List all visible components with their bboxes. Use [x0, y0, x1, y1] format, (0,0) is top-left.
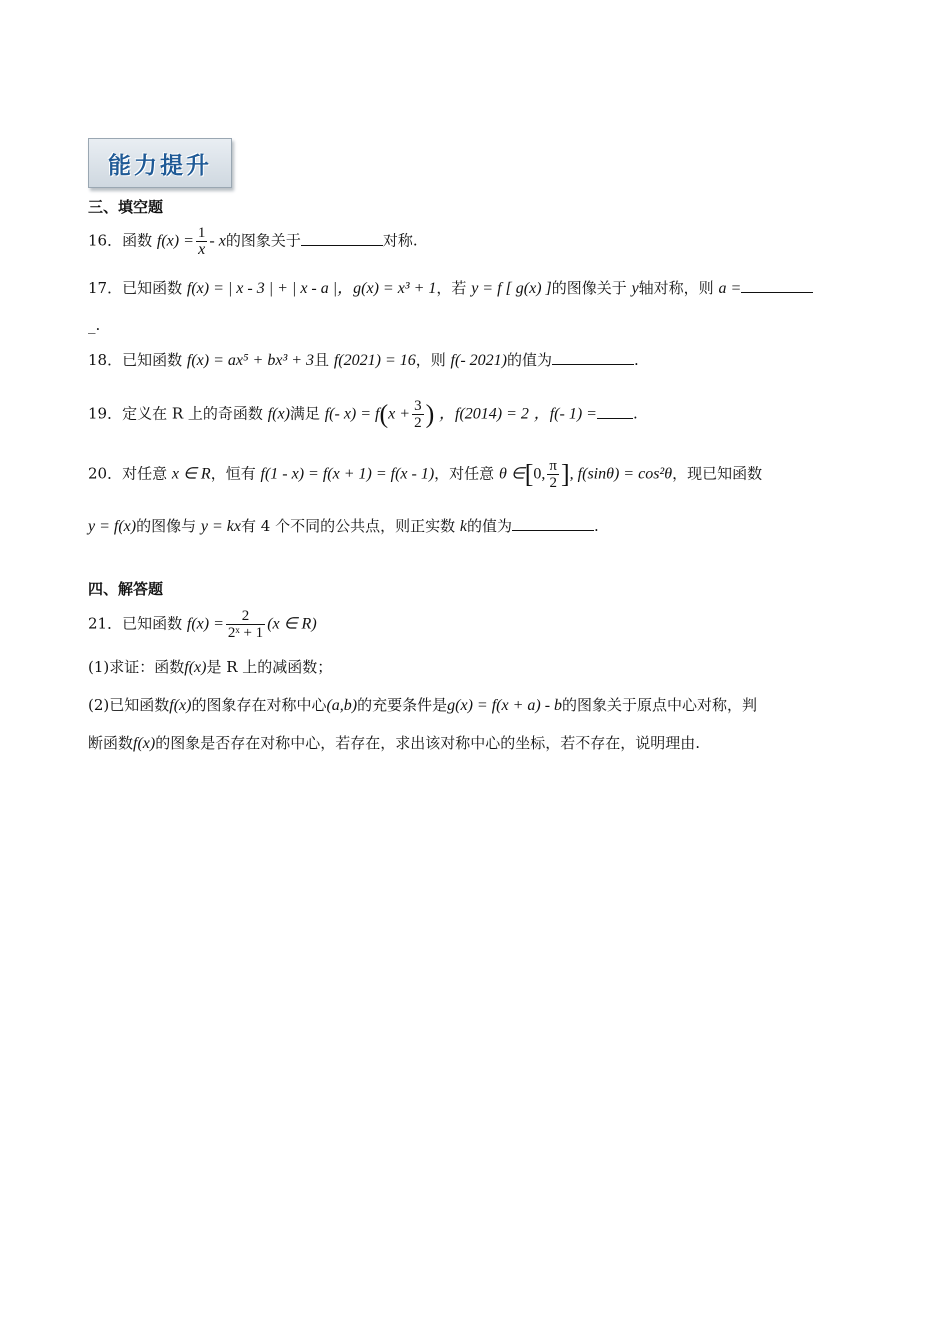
- q21-p3-fx: f(x): [133, 735, 156, 752]
- q19-fraction: [412, 398, 424, 431]
- q16-tail: - x: [209, 232, 226, 250]
- q16-prefix: 函数: [122, 231, 153, 250]
- q18-f: f(x) = ax⁵ + bx³ + 3: [186, 352, 315, 369]
- q19-arg: x +: [388, 405, 411, 423]
- q17-post: 的图像关于: [551, 279, 627, 297]
- q19-satisfies: 满足: [289, 404, 320, 423]
- question-19: 19．定义在 R 上的奇函数 f(x)满足 f(- x) = f(x + $\frac{3}{2}$ ) ，f(2014) = 2 ，f(- 1) = .: [88, 398, 638, 431]
- q17-post2: 轴对称，则: [638, 279, 714, 297]
- q17-number: 17．: [88, 279, 123, 297]
- q21-p1b: 是 R 上的减函数；: [206, 658, 333, 676]
- question-20: 20．对任意 x ∈ R，恒有 f(1 - x) = f(x + 1) = f(x - 1)，对任意 θ ∈[0, $\frac{\pi}{2}$ ], f(sinθ) = cos²θ，现已知函数: [88, 458, 763, 491]
- q18-condition: f(2021) = 16: [333, 352, 416, 369]
- q20-x-in-r: x ∈ R: [171, 465, 211, 483]
- q20-equation2: , f(sinθ) = cos²θ: [569, 465, 673, 483]
- q19-condition3: ，f(- 1) =: [533, 405, 597, 423]
- q21-part1: [88, 656, 332, 679]
- q20-theta: θ ∈: [498, 465, 525, 483]
- q20-frac-den: 2: [549, 475, 557, 491]
- q19-fx: f(x): [267, 405, 290, 423]
- q21-p2: (2)已知函数: [88, 696, 170, 714]
- q18-number: 18．: [88, 351, 123, 369]
- q21-number: 21．: [88, 614, 123, 633]
- q18-and: 且: [314, 351, 330, 369]
- q17-a: a =: [718, 280, 742, 297]
- q20-k: k: [459, 518, 467, 535]
- q17-continuation: _.: [88, 316, 101, 334]
- q19-number: 19．: [88, 404, 123, 423]
- q17-answer-blank: [741, 276, 813, 293]
- question-18: [88, 348, 639, 372]
- q20-equation: f(1 - x) = f(x + 1) = f(x - 1): [260, 465, 435, 483]
- q21-p3: 断函数: [88, 734, 134, 752]
- q21-fraction: [226, 608, 265, 641]
- q21-fx: f(x) =: [186, 615, 224, 633]
- q21-domain: (x ∈ R): [267, 615, 317, 633]
- q21-frac-num: 2: [226, 608, 265, 625]
- q21-p2-ab: (a,b): [326, 697, 358, 714]
- q16-frac-den: x: [198, 241, 206, 258]
- q21-p2-fx: f(x): [169, 697, 192, 714]
- q21-part2: [88, 694, 757, 717]
- q20-l2c: 的值为: [467, 517, 513, 535]
- q16-fraction: [196, 225, 208, 258]
- q21-p3b: 的图象是否存在对称中心，若存在，求出该对称中心的坐标，若不存在，说明理由.: [155, 734, 700, 752]
- q16-post: 的图象关于: [225, 231, 301, 250]
- q21-p2c: 的充要条件是: [357, 696, 448, 714]
- q16-end: 对称.: [382, 231, 418, 250]
- q20-prefix: 对任意: [122, 464, 168, 483]
- q20-frac-num: π: [549, 458, 557, 474]
- q21-p2b: 的图象存在对称中心: [191, 696, 327, 714]
- q17-y-axis: y: [631, 280, 639, 297]
- q19-prefix: 定义在 R 上的奇函数: [122, 404, 263, 423]
- q18-post: 的值为: [506, 351, 552, 369]
- q20-answer-blank: [512, 514, 594, 531]
- q20-end: .: [594, 517, 599, 535]
- q20-number: 20．: [88, 464, 123, 483]
- q19-equation: f(- x) = f: [324, 405, 380, 423]
- badge-title: 能力提升: [108, 152, 212, 179]
- q18-query: f(- 2021): [450, 352, 507, 369]
- q20-y-fx: y = f(x): [88, 518, 137, 535]
- question-20-line2: [88, 514, 599, 538]
- q20-fraction: [547, 458, 559, 491]
- q19-answer-blank: [597, 409, 633, 419]
- question-21: [88, 608, 317, 641]
- q17-g: ，g(x) = x³ + 1: [337, 280, 437, 297]
- q17-y: y = f [ g(x) ]: [471, 280, 552, 297]
- q20-kx: y = kx: [200, 518, 242, 535]
- q16-fx: f(x) =: [156, 232, 194, 250]
- q20-c3: ，现已知函数: [672, 464, 763, 483]
- q20-c2: ，对任意: [434, 464, 495, 483]
- q20-c1: ，恒有: [210, 464, 256, 483]
- section-answer-title: 四、解答题: [88, 580, 164, 598]
- question-16: [88, 225, 418, 258]
- q17-prefix: 已知函数: [122, 279, 183, 297]
- q20-l2b: 有 4 个不同的公共点，则正实数: [241, 517, 456, 535]
- q21-part2-line2: [88, 732, 700, 755]
- section-fill-in-title: 三、填空题: [88, 198, 164, 216]
- q18-then: ，则: [415, 351, 446, 369]
- q19-end: .: [632, 404, 638, 423]
- q19-frac-den: 2: [414, 415, 422, 431]
- q19-condition2: ，f(2014) = 2: [439, 405, 529, 423]
- q21-p2-g: g(x) = f(x + a) - b: [447, 697, 563, 714]
- q17-mid: ，若: [436, 279, 467, 297]
- question-17: [88, 276, 813, 300]
- q20-interval-start: 0,: [533, 465, 546, 483]
- ability-badge: [88, 138, 232, 188]
- q16-frac-num: 1: [197, 225, 206, 241]
- q20-l2a: 的图像与: [136, 517, 197, 535]
- q21-p1: (1)求证：函数: [88, 658, 185, 676]
- q17-f: f(x) = | x - 3 | + | x - a |: [186, 280, 338, 297]
- q18-end: .: [634, 351, 639, 369]
- q21-frac-den: 2ˣ + 1: [227, 625, 264, 641]
- q21-prefix: 已知函数: [122, 614, 183, 633]
- q16-answer-blank: [301, 229, 383, 246]
- q21-p1-fx: f(x): [184, 659, 207, 676]
- q18-prefix: 已知函数: [122, 351, 183, 369]
- q18-answer-blank: [552, 348, 634, 365]
- q16-number: 16．: [88, 231, 123, 250]
- q19-frac-num: 3: [414, 398, 422, 414]
- q21-p2d: 的图象关于原点中心对称，判: [562, 696, 758, 714]
